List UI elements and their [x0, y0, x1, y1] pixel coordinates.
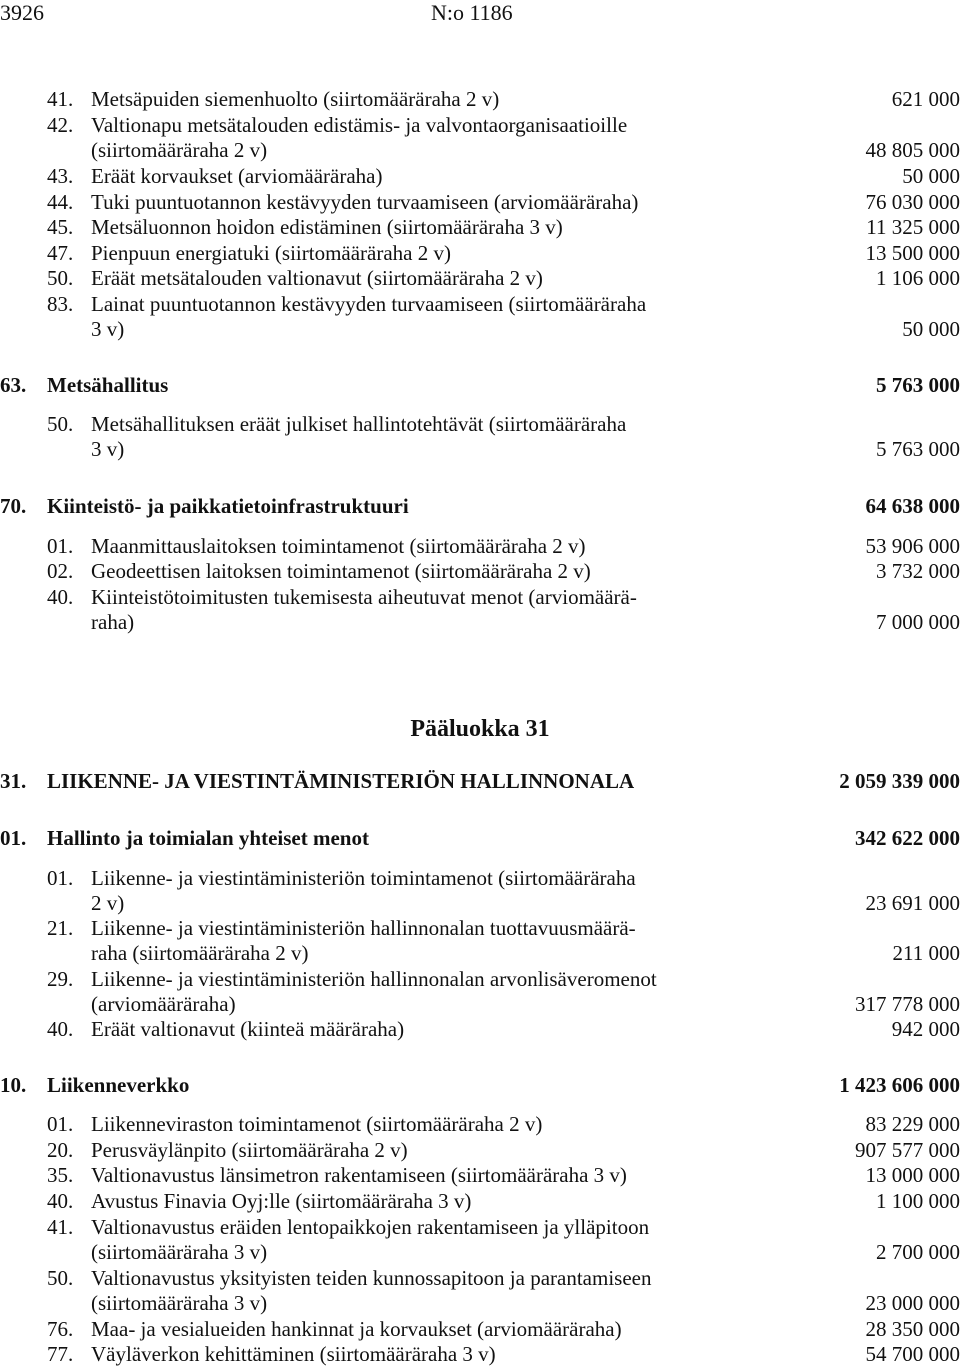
item-number: 29.: [47, 967, 74, 991]
item-amount: 28 350 000: [865, 1317, 960, 1341]
item-number: 50.: [47, 1266, 74, 1290]
item-label: Metsäpuiden siemenhuolto (siirtomääräraha 2 v): [91, 87, 500, 111]
item-amount: 942 000: [891, 1017, 960, 1041]
section-amount: 2 059 339 000: [839, 769, 960, 793]
item-number: 01.: [47, 534, 74, 558]
section-title: LIIKENNE- JA VIESTINTÄMINISTERIÖN HALLINNONALA: [47, 769, 635, 793]
item-label: Tuki puuntuotannon kestävyyden turvaamiseen (arviomääräraha): [91, 190, 639, 214]
item-label: Maanmittauslaitoksen toimintamenot (siirtomääräraha 2 v): [91, 534, 586, 558]
item-label: Maa- ja vesialueiden hankinnat ja korvaukset (arviomääräraha): [91, 1317, 622, 1341]
item-number: 76.: [47, 1317, 74, 1341]
page-number: 3926: [0, 0, 44, 25]
item-amount: 48 805 000: [865, 138, 960, 162]
item-amount: 1 106 000: [876, 266, 960, 290]
item-label: Kiinteistötoimitusten tukemisesta aiheutuvat menot (arviomäärä- raha): [91, 585, 637, 634]
item-label: Metsäluonnon hoidon edistäminen (siirtomääräraha 3 v): [91, 215, 563, 239]
item-label: Liikenne- ja viestintäministeriön hallinnonalan tuottavuusmäärä- raha (siirtomääräraha 2 v): [91, 916, 636, 965]
item-amount: 317 778 000: [855, 992, 960, 1016]
item-number: 83.: [47, 292, 74, 316]
item-number: 40.: [47, 1189, 74, 1213]
section-title: Liikenneverkko: [47, 1073, 190, 1097]
section-title: Kiinteistö- ja paikkatietoinfrastruktuuri: [47, 494, 409, 518]
item-amount: 50 000: [902, 317, 960, 341]
item-label: Valtionapu metsätalouden edistämis- ja valvontaorganisaatioille (siirtomääräraha 2 v): [91, 113, 628, 162]
item-number: 35.: [47, 1163, 74, 1187]
item-label: Valtionavustus eräiden lentopaikkojen rakentamiseen ja ylläpitoon (siirtomääräraha 3 v): [91, 1215, 650, 1264]
item-amount: 7 000 000: [876, 610, 960, 634]
section-number: 63.: [0, 373, 27, 397]
item-amount: 11 325 000: [866, 215, 960, 239]
item-label: Väyläverkon kehittäminen (siirtomääräraha 3 v): [91, 1342, 496, 1366]
item-label: Liikenne- ja viestintäministeriön toimintamenot (siirtomääräraha 2 v): [91, 866, 636, 915]
item-number: 43.: [47, 164, 74, 188]
item-label: Lainat puuntuotannon kestävyyden turvaamiseen (siirtomääräraha 3 v): [91, 292, 647, 341]
item-amount: 54 700 000: [865, 1342, 960, 1366]
item-number: 50.: [47, 412, 74, 436]
item-amount: 53 906 000: [865, 534, 960, 558]
item-amount: 23 691 000: [865, 891, 960, 915]
section-title: Hallinto ja toimialan yhteiset menot: [47, 826, 369, 850]
item-label: Liikenneviraston toimintamenot (siirtomääräraha 2 v): [91, 1112, 543, 1136]
item-number: 77.: [47, 1342, 74, 1366]
section-number: 70.: [0, 494, 27, 518]
section-amount: 1 423 606 000: [839, 1073, 960, 1097]
section-amount: 5 763 000: [876, 373, 960, 397]
item-amount: 1 100 000: [876, 1189, 960, 1213]
item-number: 45.: [47, 215, 74, 239]
item-amount: 907 577 000: [855, 1138, 960, 1162]
item-number: 02.: [47, 559, 74, 583]
section-number: 10.: [0, 1073, 27, 1097]
item-amount: 50 000: [902, 164, 960, 188]
journal-number: N:o 1186: [431, 0, 513, 25]
item-number: 47.: [47, 241, 74, 265]
section-title: Metsähallitus: [47, 373, 169, 397]
item-amount: 3 732 000: [876, 559, 960, 583]
item-number: 42.: [47, 113, 74, 137]
section-amount: 64 638 000: [865, 494, 960, 518]
main-class-title: Pääluokka 31: [410, 716, 550, 742]
item-label: Eräät metsätalouden valtionavut (siirtomääräraha 2 v): [91, 266, 543, 290]
item-amount: 76 030 000: [865, 190, 960, 214]
item-label: Valtionavustus yksityisten teiden kunnossapitoon ja parantamiseen (siirtomääräraha 3 v): [91, 1266, 652, 1315]
item-label: Perusväylänpito (siirtomääräraha 2 v): [91, 1138, 408, 1162]
item-label: Metsähallituksen eräät julkiset hallintotehtävät (siirtomääräraha 3 v): [91, 412, 627, 461]
item-label: Eräät valtionavut (kiinteä määräraha): [91, 1017, 405, 1041]
item-label: Avustus Finavia Oyj:lle (siirtomääräraha 3 v): [91, 1189, 472, 1213]
item-amount: 211 000: [892, 941, 960, 965]
section-number: 01.: [0, 826, 27, 850]
item-amount: 83 229 000: [865, 1112, 960, 1136]
item-number: 40.: [47, 1017, 74, 1041]
item-number: 20.: [47, 1138, 74, 1162]
item-number: 41.: [47, 87, 74, 111]
page-header: [0, 0, 960, 30]
item-number: 40.: [47, 585, 74, 609]
item-label: Eräät korvaukset (arviomääräraha): [91, 164, 383, 188]
item-amount: 23 000 000: [865, 1291, 960, 1315]
item-amount: 621 000: [891, 87, 960, 111]
item-number: 50.: [47, 266, 74, 290]
item-number: 44.: [47, 190, 74, 214]
section-number: 31.: [0, 769, 27, 793]
item-number: 41.: [47, 1215, 74, 1239]
item-number: 01.: [47, 1112, 74, 1136]
item-amount: 13 000 000: [865, 1163, 960, 1187]
item-number: 01.: [47, 866, 74, 890]
item-amount: 5 763 000: [876, 437, 960, 461]
item-label: Valtionavustus länsimetron rakentamiseen (siirtomääräraha 3 v): [91, 1163, 627, 1187]
item-label: Liikenne- ja viestintäministeriön hallinnonalan arvonlisäveromenot (arviomääräraha): [91, 967, 657, 1016]
item-label: Geodeettisen laitoksen toimintamenot (siirtomääräraha 2 v): [91, 559, 591, 583]
item-amount: 13 500 000: [865, 241, 960, 265]
item-number: 21.: [47, 916, 74, 940]
item-label: Pienpuun energiatuki (siirtomääräraha 2 v): [91, 241, 451, 265]
item-amount: 2 700 000: [876, 1240, 960, 1264]
section-amount: 342 622 000: [855, 826, 960, 850]
